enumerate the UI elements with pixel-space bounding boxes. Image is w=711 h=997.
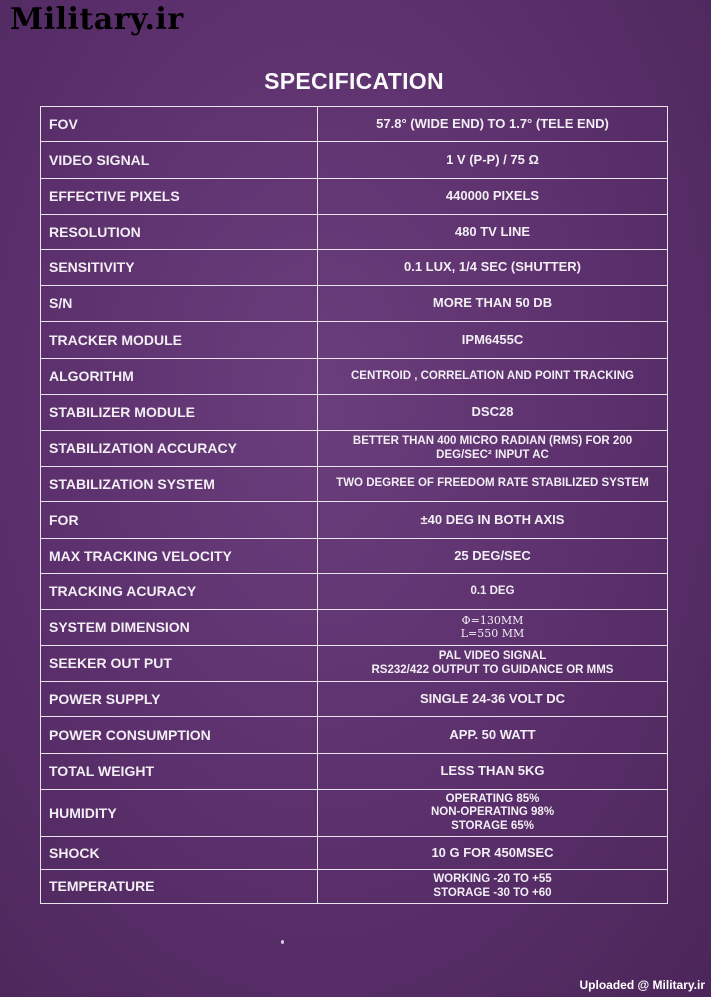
row-label: SEEKER OUT PUT (41, 646, 318, 682)
table-row (41, 539, 668, 574)
table-row (41, 870, 668, 904)
page-title: SPECIFICATION (264, 68, 444, 94)
row-value: 10 G FOR 450MSEC (318, 837, 668, 870)
row-label: POWER CONSUMPTION (41, 717, 318, 754)
row-value-line: DEG/SEC² INPUT AC (436, 448, 549, 461)
row-label: ALGORITHM (41, 359, 318, 395)
table-row (41, 179, 668, 215)
row-value (318, 646, 668, 682)
watermark-logo: Military.ir (10, 2, 184, 37)
upload-credit: Uploaded @ Military.ir (579, 978, 705, 992)
row-value: LESS THAN 5KG (318, 754, 668, 790)
row-label: STABILIZATION ACCURACY (41, 431, 318, 467)
row-value-line: STORAGE 65% (451, 819, 534, 832)
row-label: MAX TRACKING VELOCITY (41, 539, 318, 574)
row-value (318, 870, 668, 904)
row-label: SHOCK (41, 837, 318, 870)
row-label: EFFECTIVE PIXELS (41, 179, 318, 215)
row-label: TRACKING ACURACY (41, 574, 318, 610)
row-label: FOR (41, 502, 318, 539)
row-value: 57.8° (WIDE END) TO 1.7° (TELE END) (318, 107, 668, 142)
table-row (41, 682, 668, 717)
row-value: 25 DEG/SEC (318, 539, 668, 574)
row-value-line: L=550 MM (460, 626, 525, 640)
row-label: FOV (41, 107, 318, 142)
row-value: DSC28 (318, 395, 668, 431)
table-row (41, 717, 668, 754)
table-row (41, 790, 668, 837)
table-row (41, 502, 668, 539)
table-row (41, 359, 668, 395)
table-row (41, 467, 668, 502)
row-label: TEMPERATURE (41, 870, 318, 904)
table-row (41, 754, 668, 790)
row-value-line: PAL VIDEO SIGNAL (438, 650, 547, 663)
row-value: IPM6455C (318, 322, 668, 359)
row-value: ±40 DEG IN BOTH AXIS (318, 502, 668, 539)
table-row (41, 215, 668, 250)
row-value-line: WORKING -20 TO +55 (433, 873, 552, 886)
table-row (41, 431, 668, 467)
row-value: SINGLE 24-36 VOLT DC (318, 682, 668, 717)
row-value: 0.1 DEG (318, 574, 668, 610)
table-row (41, 574, 668, 610)
row-label: STABILIZER MODULE (41, 395, 318, 431)
row-label: VIDEO SIGNAL (41, 142, 318, 179)
table-row (41, 610, 668, 646)
table-row (41, 286, 668, 322)
table-row (41, 646, 668, 682)
paper-speck (281, 940, 284, 944)
row-value: CENTROID , CORRELATION AND POINT TRACKING (318, 359, 668, 395)
row-value: 1 V (P-P) / 75 Ω (318, 142, 668, 179)
row-label: POWER SUPPLY (41, 682, 318, 717)
row-value: TWO DEGREE OF FREEDOM RATE STABILIZED SYSTEM (318, 467, 668, 502)
table-row (41, 395, 668, 431)
spec-table (40, 106, 668, 904)
row-value: 440000 PIXELS (318, 179, 668, 215)
row-value (318, 610, 668, 646)
table-row (41, 142, 668, 179)
row-label: TOTAL WEIGHT (41, 754, 318, 790)
row-label: STABILIZATION SYSTEM (41, 467, 318, 502)
row-value: 480 TV LINE (318, 215, 668, 250)
row-label: HUMIDITY (41, 790, 318, 837)
row-label: SENSITIVITY (41, 250, 318, 286)
row-value-line: BETTER THAN 400 MICRO RADIAN (RMS) FOR 200 (352, 435, 633, 448)
row-value-line: STORAGE -30 TO +60 (433, 886, 552, 899)
table-row (41, 107, 668, 142)
table-row (41, 250, 668, 286)
table-row (41, 837, 668, 870)
row-label: SYSTEM DIMENSION (41, 610, 318, 646)
row-value: APP. 50 WATT (318, 717, 668, 754)
row-label: S/N (41, 286, 318, 322)
row-label: TRACKER MODULE (41, 322, 318, 359)
row-value-line: NON-OPERATING 98% (430, 806, 555, 819)
table-row (41, 322, 668, 359)
row-value (318, 431, 668, 467)
row-value: MORE THAN 50 DB (318, 286, 668, 322)
row-value-line: Φ=130MM (461, 613, 524, 627)
row-label: RESOLUTION (41, 215, 318, 250)
row-value-line: RS232/422 OUTPUT TO GUIDANCE OR MMS (371, 663, 614, 676)
row-value-line: OPERATING 85% (445, 793, 540, 806)
row-value: 0.1 LUX, 1/4 SEC (SHUTTER) (318, 250, 668, 286)
row-value (318, 790, 668, 837)
